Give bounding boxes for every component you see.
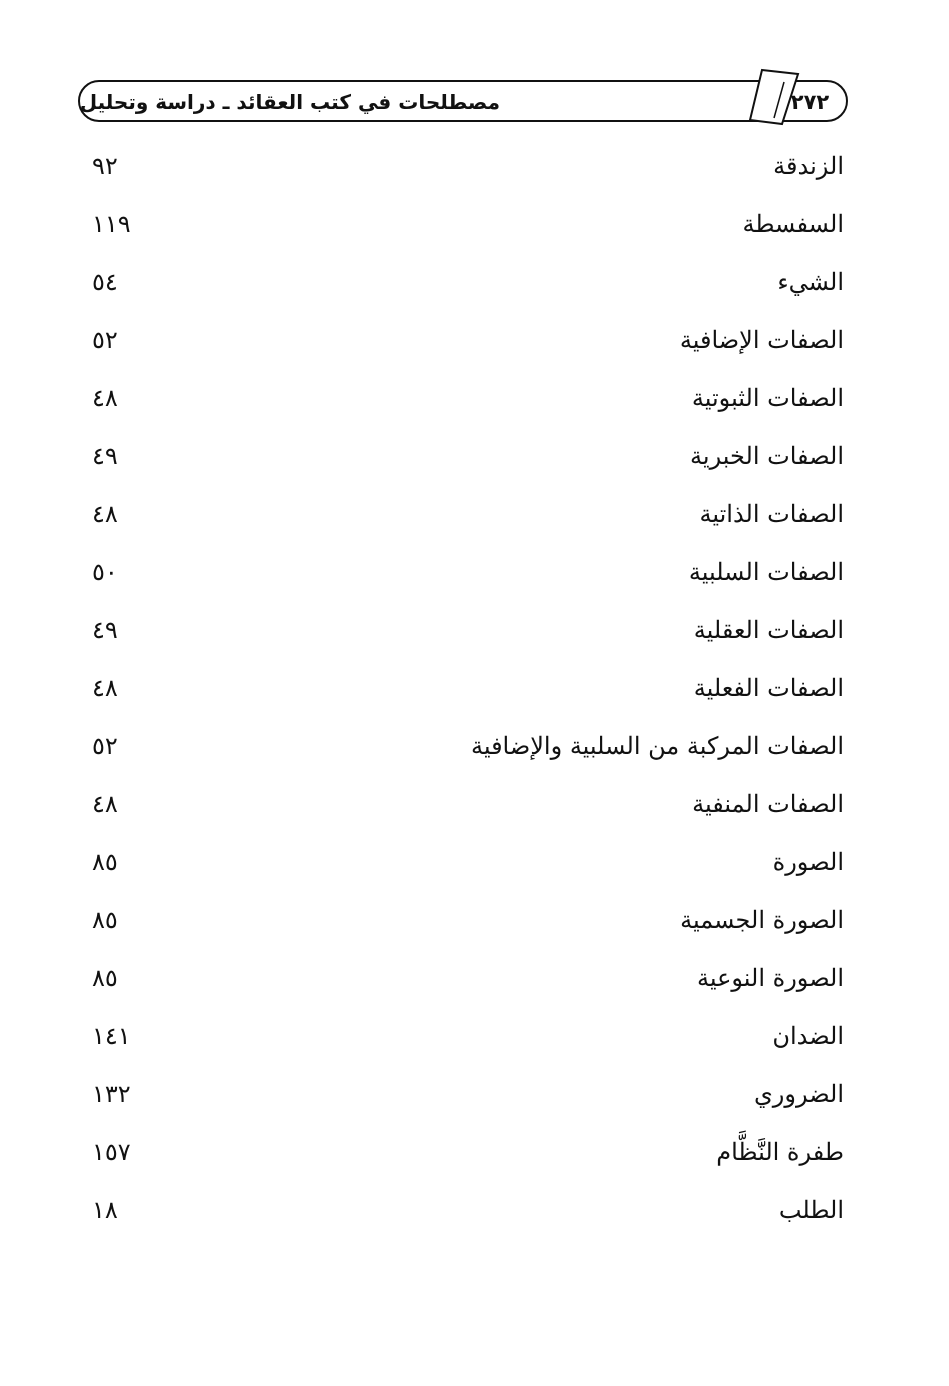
entry-page: ٨٥ <box>92 848 118 876</box>
entry-page: ١٨ <box>92 1196 118 1224</box>
index-entry <box>0 892 949 950</box>
entry-term: الصورة الجسمية <box>680 906 844 934</box>
index-entry <box>0 1124 949 1182</box>
index-entry <box>0 254 949 312</box>
entry-page: ٤٨ <box>92 674 118 702</box>
entry-page: ٥٠ <box>92 558 118 586</box>
index-entry <box>0 1066 949 1124</box>
header-tab-ornament <box>748 68 800 126</box>
entry-page: ١١٩ <box>92 210 131 238</box>
index-entry <box>0 370 949 428</box>
index-entry <box>0 138 949 196</box>
entry-term: الطلب <box>778 1196 844 1224</box>
entry-page: ١٤١ <box>92 1022 131 1050</box>
entry-page: ٤٨ <box>92 500 118 528</box>
entry-term: الضدان <box>772 1022 844 1050</box>
entry-term: الشيء <box>777 268 844 296</box>
entry-term: الصفات الخبرية <box>690 442 844 470</box>
entry-term: الصفات العقلية <box>693 616 844 644</box>
entry-term: الصفات المنفية <box>692 790 844 818</box>
book-title: مصطلحات في كتب العقائد ـ دراسة وتحليل <box>79 90 500 114</box>
index-entry <box>0 834 949 892</box>
entry-term: الضروري <box>754 1080 844 1108</box>
index-entry <box>0 312 949 370</box>
entry-page: ٤٩ <box>92 442 118 470</box>
entry-term: الزندقة <box>773 152 844 180</box>
entry-page: ٤٨ <box>92 384 118 412</box>
index-entry <box>0 196 949 254</box>
entry-term: السفسطة <box>742 210 844 238</box>
index-entry <box>0 544 949 602</box>
entry-term: طفرة النَّظَّام <box>716 1138 844 1166</box>
entry-term: الصفات الذاتية <box>699 500 844 528</box>
entry-term: الصفات الفعلية <box>693 674 844 702</box>
page-number: ٢٧٢ <box>790 90 830 114</box>
entry-page: ٥٢ <box>92 732 118 760</box>
running-header <box>78 80 848 122</box>
index-entry <box>0 660 949 718</box>
index-entry <box>0 602 949 660</box>
entry-term: الصفات الثبوتية <box>691 384 844 412</box>
entry-page: ٤٨ <box>92 790 118 818</box>
entry-page: ٥٢ <box>92 326 118 354</box>
entry-term: الصورة <box>772 848 844 876</box>
entry-page: ١٣٢ <box>92 1080 131 1108</box>
entry-page: ٩٢ <box>92 152 118 180</box>
index-entry <box>0 718 949 776</box>
entry-term: الصفات السلبية <box>688 558 844 586</box>
entry-term: الصفات الإضافية <box>679 326 844 354</box>
entry-page: ٥٤ <box>92 268 118 296</box>
entry-term: الصفات المركبة من السلبية والإضافية <box>470 732 844 760</box>
index-entry <box>0 486 949 544</box>
entry-page: ١٥٧ <box>92 1138 131 1166</box>
index-entry <box>0 1008 949 1066</box>
entry-page: ٨٥ <box>92 906 118 934</box>
index-entry <box>0 428 949 486</box>
entry-page: ٤٩ <box>92 616 118 644</box>
entry-page: ٨٥ <box>92 964 118 992</box>
index-entry <box>0 950 949 1008</box>
index-entry <box>0 776 949 834</box>
index-entry <box>0 1182 949 1240</box>
entry-term: الصورة النوعية <box>696 964 844 992</box>
